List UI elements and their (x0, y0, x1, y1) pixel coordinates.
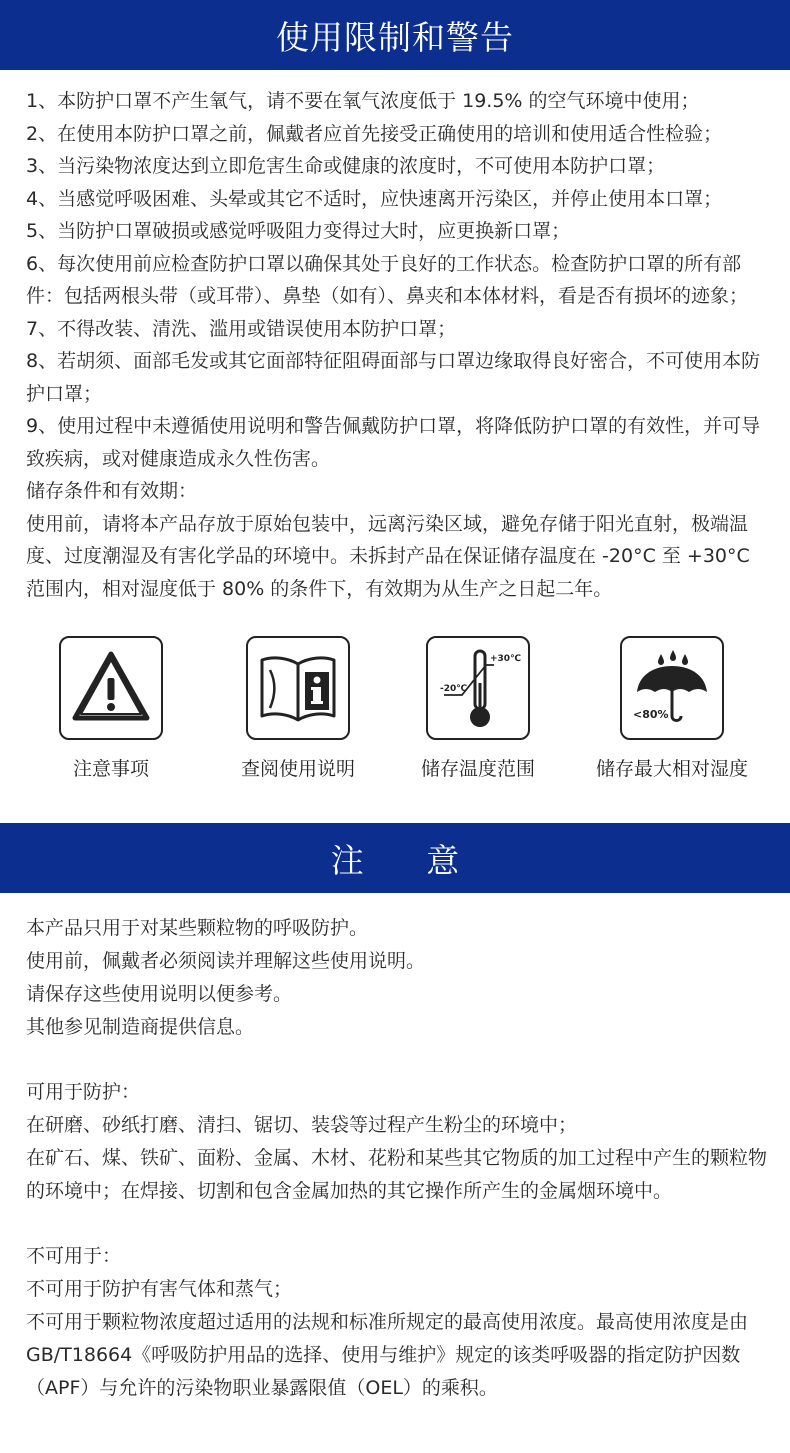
symbol-caution-label: 注意事项 (72, 758, 149, 780)
notice-title: 注 意 (330, 840, 486, 880)
notice-intro-3: 请保存这些使用说明以便参考。 (26, 983, 293, 1005)
warning-item-6: 6、每次使用前应检查防护口罩以确保其处于良好的工作状态。检查防护口罩的所有部件：包括两根头带（或耳带）、鼻垫（如有）、鼻夹和本体材料，看是否有损坏的迹象； (26, 252, 749, 307)
warnings-title: 使用限制和警告 (276, 17, 514, 57)
instructions-book-icon (246, 636, 350, 740)
warning-item-4: 4、当感觉呼吸困难、头晕或其它不适时，应快速离开污染区，并停止使用本口罩； (26, 187, 723, 210)
storage-text: 使用前，请将本产品存放于原始包装中，远离污染区域，避免存储于阳光直射，极端温度、过度潮湿及有害化学品的环境中。未拆封产品在保证储存温度在 -20°C 至 +30°C 范围内，相对湿度低于 80% 的条件下，有效期为从生产之日起二年。 (26, 512, 750, 600)
warning-item-5: 5、当防护口罩破损或感觉呼吸阻力变得过大时，应更换新口罩； (26, 220, 571, 242)
symbol-instructions-label: 查阅使用说明 (240, 758, 355, 780)
unusable-item-2: 不可用于颗粒物浓度超过适用的法规和标准所规定的最高使用浓度。最高使用浓度是由 GB/T18664《呼吸防护用品的选择、使用与维护》规定的该类呼吸器的指定防护因数（APF）与允许的污染物职业暴露限值（OEL）的乘积。 (26, 1311, 749, 1399)
warnings-list (26, 85, 774, 605)
thermometer-icon (426, 636, 530, 740)
warning-item-8: 8、若胡须、面部毛发或其它面部特征阻碍面部与口罩边缘取得良好密合，不可使用本防护口罩； (26, 350, 761, 405)
temperature-low-text: -20℃ (440, 684, 468, 694)
spacer (26, 1044, 774, 1076)
notice-intro-2: 使用前，佩戴者必须阅读并理解这些使用说明。 (26, 950, 426, 972)
usable-item-1: 在研磨、砂纸打磨、清扫、锯切、装袋等过程产生粉尘的环境中； (26, 1114, 578, 1136)
unusable-item-1: 不可用于防护有害气体和蒸气； (26, 1278, 293, 1300)
usable-item-2: 在矿石、煤、铁矿、面粉、金属、木材、花粉和某些其它物质的加工过程中产生的颗粒物的环境中；在焊接、切割和包含金属加热的其它操作所产生的金属烟环境中。 (26, 1147, 768, 1202)
symbol-humidity-label: 储存最大相对湿度 (595, 758, 748, 780)
symbol-humidity (572, 636, 772, 781)
spacer (26, 1208, 774, 1240)
warning-triangle-icon (59, 636, 163, 740)
temperature-high-text: +30℃ (490, 654, 521, 664)
warning-item-3: 3、当污染物浓度达到立即危害生命或健康的浓度时，不可使用本防护口罩； (26, 155, 666, 177)
symbol-temperature-label: 储存温度范围 (420, 758, 535, 780)
unusable-heading: 不可用于： (26, 1245, 122, 1267)
notice-intro-1: 本产品只用于对某些颗粒物的呼吸防护。 (26, 917, 369, 939)
notice-header-banner (0, 823, 790, 893)
warnings-header-banner (0, 0, 790, 70)
warning-item-7: 7、不得改装、清洗、滥用或错误使用本防护口罩； (26, 317, 457, 340)
symbol-legend (0, 636, 790, 786)
symbol-caution (11, 636, 211, 781)
usable-heading: 可用于防护： (26, 1081, 141, 1103)
warning-item-2: 2、在使用本防护口罩之前，佩戴者应首先接受正确使用的培训和使用适合性检验； (26, 122, 723, 145)
notice-intro-4: 其他参见制造商提供信息。 (26, 1016, 255, 1038)
symbol-temperature (378, 636, 578, 781)
humidity-value-text: <80% (633, 708, 669, 721)
umbrella-humidity-icon (620, 636, 724, 740)
notice-content (26, 912, 774, 1405)
storage-heading: 储存条件和有效期： (26, 480, 198, 502)
warning-item-1: 1、本防护口罩不产生氧气，请不要在氧气浓度低于 19.5% 的空气环境中使用； (26, 90, 700, 112)
symbol-instructions (198, 636, 398, 781)
warning-item-9: 9、使用过程中未遵循使用说明和警告佩戴防护口罩，将降低防护口罩的有效性，并可导致疾病，或对健康造成永久性伤害。 (26, 415, 761, 470)
